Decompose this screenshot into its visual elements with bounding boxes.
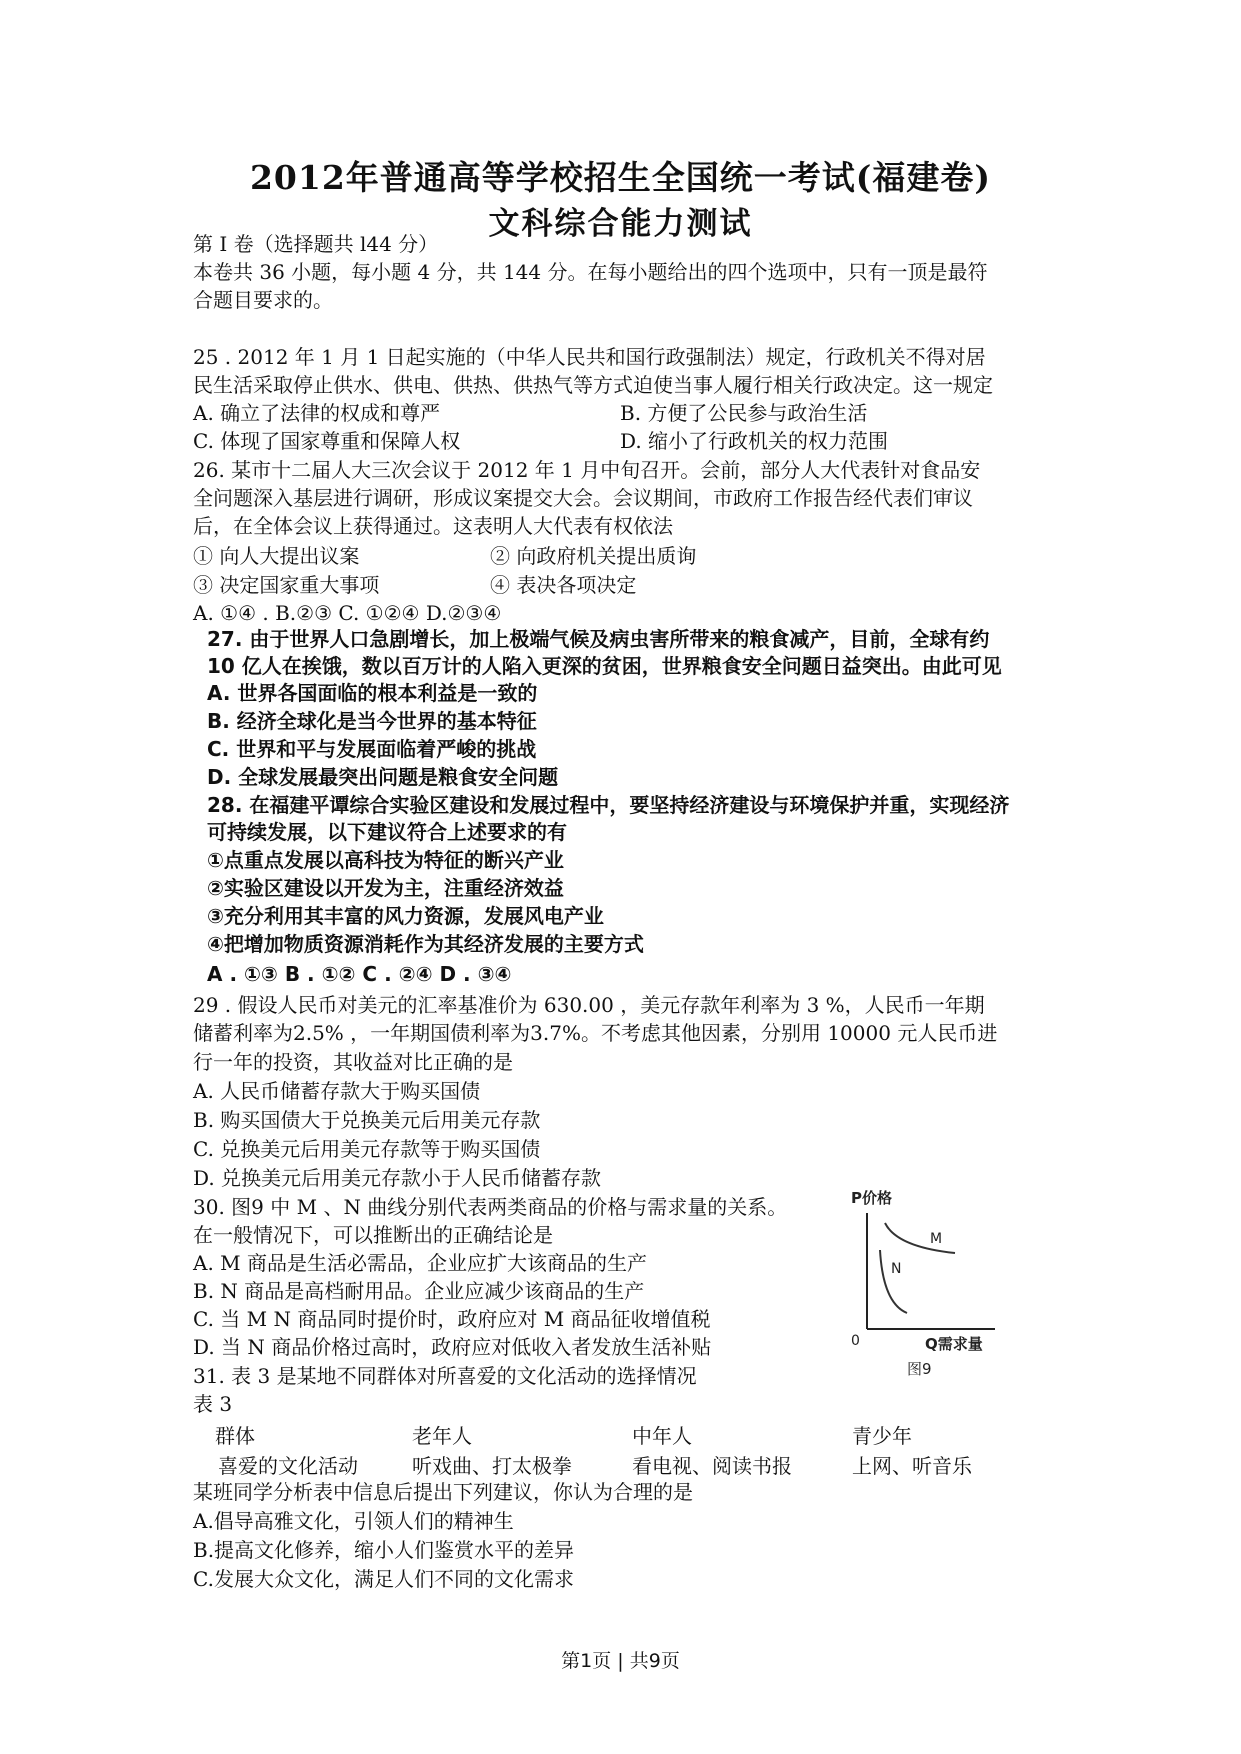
q26-stem: 26. 某市十二届人大三次会议于 2012 年 1 月中旬召开。会前，部分人大代表针对食品安 [193,458,981,482]
table-cell: 看电视、阅读书报 [632,1454,792,1478]
exam-subtitle: 文科综合能力测试 [488,206,753,242]
q31-option-b: B.提高文化修养，缩小人们鉴赏水平的差异 [193,1538,575,1562]
table-header-cell: 中年人 [632,1424,692,1448]
curve-n-label: N [891,1261,902,1277]
q25-option-c: C. 体现了国家尊重和保障人权 [193,429,461,453]
q27-stem: 10 亿人在挨饿，数以百万计的人陷入更深的贫困，世界粮食安全问题日益突出。由此可见 [207,654,1002,678]
q26-choice-2: ② 向政府机关提出质询 [490,544,697,568]
q26-answers: A. ①④ . B.②③ C. ①②④ D.②③④ [193,601,502,625]
y-axis-label: P价格 [851,1189,892,1207]
q26-choice-1: ① 向人大提出议案 [193,544,360,568]
q27-option-c: C. 世界和平与发展面临着严峻的挑战 [207,737,537,761]
q31-option-c: C.发展大众文化，满足人们不同的文化需求 [193,1567,574,1591]
intro-line: 本卷共 36 小题，每小题 4 分，共 144 分。在每小题给出的四个选项中，只有一顶是最符 [193,260,988,284]
q31-option-a: A.倡导高雅文化，引领人们的精神生 [193,1509,514,1533]
curve-m-label: M [930,1231,943,1247]
q29-option-a: A. 人民币储蓄存款大于购买国债 [193,1079,481,1103]
q31-stem: 31. 表 3 是某地不同群体对所喜爱的文化活动的选择情况 [193,1364,697,1388]
table-header-cell: 青少年 [852,1424,912,1448]
table-cell: 上网、听音乐 [852,1454,972,1478]
q27-option-d: D. 全球发展最突出问题是粮食安全问题 [207,765,559,789]
x-axis-label: Q需求量 [925,1335,983,1353]
origin-label: 0 [851,1333,860,1349]
table-header-cell: 老年人 [412,1424,472,1448]
curve-n [880,1250,907,1313]
q30-stem: 在一般情况下，可以推断出的正确结论是 [193,1223,553,1247]
q25-option-a: A. 确立了法律的权成和尊严 [193,401,441,425]
q25-option-d: D. 缩小了行政机关的权力范围 [620,429,889,453]
q28-answers: A . ①③ B . ①② C . ②④ D . ③④ [207,962,512,986]
q29-option-d: D. 兑换美元后用美元存款小于人民币储蓄存款 [193,1166,602,1190]
table-cell: 听戏曲、打太极拳 [412,1454,572,1478]
q29-option-b: B. 购买国债大于兑换美元后用美元存款 [193,1108,541,1132]
q29-stem: 储蓄利率为2.5% ，一年期国债利率为3.7%。不考虑其他因素，分别用 10000 元人民币进 [193,1021,998,1045]
exam-title: 2012年普通高等学校招生全国统一考试(福建卷) [249,158,992,197]
q30-stem: 30. 图9 中 M 、N 曲线分别代表两类商品的价格与需求量的关系。 [193,1195,788,1219]
table-cell: 喜爱的文化活动 [218,1454,358,1478]
q28-stem: 可持续发展，以下建议符合上述要求的有 [207,820,567,844]
table-header-cell: 群体 [215,1424,255,1448]
q26-choice-4: ④ 表决各项决定 [490,573,637,597]
q29-stem: 29 . 假设人民币对美元的汇率基准价为 630.00 ，美元存款年利率为 3 %，人民币一年期 [193,993,985,1017]
q26-stem: 全问题深入基层进行调研，形成议案提交大会。会议期间，市政府工作报告经代表们审议 [193,486,973,510]
q30-option-b: B. N 商品是高档耐用品。企业应减少该商品的生产 [193,1279,645,1303]
q28-choice-1: ①点重点发展以高科技为特征的断兴产业 [207,848,564,872]
section-heading: 第 I 卷（选择题共 l44 分） [193,232,439,256]
intro-line: 合题目要求的。 [193,288,333,312]
q27-stem: 27. 由于世界人口急剧增长，加上极端气候及病虫害所带来的粮食减产，目前，全球有约 [207,627,990,651]
q30-option-d: D. 当 N 商品价格过高时，政府应对低收入者发放生活补贴 [193,1335,712,1359]
q25-stem: 民生活采取停止供水、供电、供热、供热气等方式迫使当事人履行相关行政决定。这一规定 [193,373,993,397]
q27-option-a: A. 世界各国面临的根本利益是一致的 [207,681,538,705]
q25-option-b: B. 方便了公民参与政治生活 [620,401,868,425]
q28-choice-3: ③充分利用其丰富的风力资源，发展风电产业 [207,904,604,928]
table-title: 表 3 [193,1392,233,1416]
figure-caption: 图9 [907,1360,932,1378]
q28-choice-2: ②实验区建设以开发为主，注重经济效益 [207,876,564,900]
page-footer: 第1页 | 共9页 [561,1650,680,1672]
curve-m [885,1223,955,1253]
q25-stem: 25 . 2012 年 1 月 1 日起实施的（中华人民共和国行政强制法）规定，行政机关不得对居 [193,345,986,369]
q30-option-a: A. M 商品是生活必需品，企业应扩大该商品的生产 [193,1251,647,1275]
q31-stem: 某班同学分析表中信息后提出下列建议，你认为合理的是 [193,1480,693,1504]
q26-choice-3: ③ 决定国家重大事项 [193,573,380,597]
q27-option-b: B. 经济全球化是当今世界的基本特征 [207,709,537,733]
q28-stem: 28. 在福建平谭综合实验区建设和发展过程中，要坚持经济建设与环境保护并重，实现经济 [207,793,1010,817]
q26-stem: 后，在全体会议上获得通过。这表明人大代表有权依法 [193,514,673,538]
q28-choice-4: ④把增加物质资源消耗作为其经济发展的主要方式 [207,932,644,956]
q29-option-c: C. 兑换美元后用美元存款等于购买国债 [193,1137,541,1161]
figure-9-demand-curves [845,1185,1035,1380]
q29-stem: 行一年的投资，其收益对比正确的是 [193,1050,513,1074]
q30-option-c: C. 当 M N 商品同时提价时，政府应对 M 商品征收增值税 [193,1307,711,1331]
